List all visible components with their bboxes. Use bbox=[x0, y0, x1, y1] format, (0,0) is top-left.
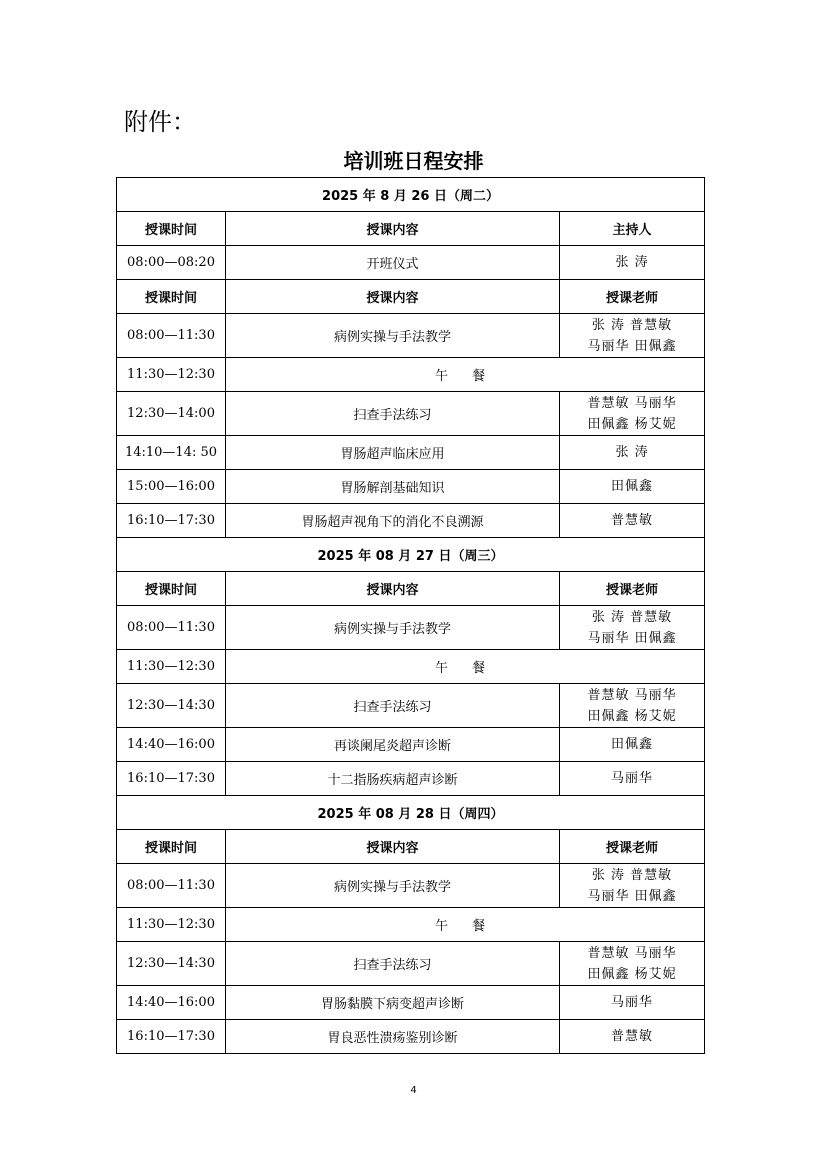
attachment-label: 附件： bbox=[124, 108, 196, 136]
session-teacher bbox=[560, 504, 705, 538]
header-row bbox=[117, 212, 705, 246]
session-teacher bbox=[560, 392, 705, 436]
document-title: 培训班日程安排 bbox=[343, 149, 484, 173]
table-row bbox=[117, 908, 705, 942]
session-time: 11:30—12:30 bbox=[117, 358, 226, 392]
teacher-names: 田佩鑫 bbox=[611, 479, 654, 494]
teacher-names: 普慧敏 马丽华 bbox=[587, 687, 677, 703]
session-teacher bbox=[560, 864, 705, 908]
session-time: 16:10—17:30 bbox=[117, 762, 226, 796]
session-time: 14:10—14: 50 bbox=[117, 436, 226, 470]
session-time: 12:30—14:30 bbox=[117, 942, 226, 986]
table-row bbox=[117, 762, 705, 796]
teacher-names: 田佩鑫 杨艾妮 bbox=[587, 966, 677, 982]
session-content: 扫查手法练习 bbox=[226, 942, 560, 986]
table-row bbox=[117, 504, 705, 538]
session-content: 病例实操与手法教学 bbox=[226, 314, 560, 358]
teacher-names: 马丽华 田佩鑫 bbox=[587, 888, 677, 904]
table-row bbox=[117, 864, 705, 908]
table-row bbox=[117, 246, 705, 280]
session-time: 16:10—17:30 bbox=[117, 1020, 226, 1054]
teacher-names: 田佩鑫 bbox=[611, 737, 654, 752]
teacher-names: 张 涛 bbox=[615, 445, 649, 460]
header-row bbox=[117, 572, 705, 606]
session-time: 11:30—12:30 bbox=[117, 650, 226, 684]
session-teacher bbox=[560, 684, 705, 728]
session-time: 08:00—08:20 bbox=[117, 246, 226, 280]
session-content: 十二指肠疾病超声诊断 bbox=[226, 762, 560, 796]
session-time: 12:30—14:00 bbox=[117, 392, 226, 436]
session-content: 胃肠解剖基础知识 bbox=[226, 470, 560, 504]
header-content: 授课内容 bbox=[226, 572, 560, 606]
teacher-names: 田佩鑫 杨艾妮 bbox=[587, 416, 677, 432]
header-person: 授课老师 bbox=[560, 572, 705, 606]
session-teacher bbox=[560, 314, 705, 358]
teacher-names: 马丽华 田佩鑫 bbox=[587, 338, 677, 354]
teacher-names: 普慧敏 马丽华 bbox=[587, 945, 677, 961]
session-time: 08:00—11:30 bbox=[117, 864, 226, 908]
teacher-names: 张 涛 bbox=[615, 255, 649, 270]
date-row bbox=[117, 178, 705, 212]
teacher-names: 马丽华 bbox=[611, 771, 654, 786]
date-cell: 2025 年 8 月 26 日（周二） bbox=[117, 178, 705, 212]
header-time: 授课时间 bbox=[117, 830, 226, 864]
session-content: 胃肠超声视角下的消化不良溯源 bbox=[226, 504, 560, 538]
teacher-names: 张 涛 普慧敏 bbox=[591, 609, 673, 625]
lunch-break: 午 餐 bbox=[226, 650, 705, 684]
session-teacher bbox=[560, 470, 705, 504]
header-content: 授课内容 bbox=[226, 830, 560, 864]
session-content: 再谈阑尾炎超声诊断 bbox=[226, 728, 560, 762]
table-row bbox=[117, 358, 705, 392]
teacher-names: 普慧敏 马丽华 bbox=[587, 395, 677, 411]
session-teacher bbox=[560, 728, 705, 762]
table-row bbox=[117, 942, 705, 986]
date-cell: 2025 年 08 月 27 日（周三） bbox=[117, 538, 705, 572]
table-row bbox=[117, 314, 705, 358]
session-content: 胃肠超声临床应用 bbox=[226, 436, 560, 470]
date-row bbox=[117, 796, 705, 830]
teacher-names: 普慧敏 bbox=[611, 1029, 654, 1044]
lunch-break: 午 餐 bbox=[226, 358, 705, 392]
teacher-names: 张 涛 普慧敏 bbox=[591, 317, 673, 333]
session-time: 14:40—16:00 bbox=[117, 986, 226, 1020]
header-person: 主持人 bbox=[560, 212, 705, 246]
session-time: 14:40—16:00 bbox=[117, 728, 226, 762]
session-time: 11:30—12:30 bbox=[117, 908, 226, 942]
teacher-names: 马丽华 田佩鑫 bbox=[587, 630, 677, 646]
table-row bbox=[117, 650, 705, 684]
page-number: 4 bbox=[410, 1085, 417, 1096]
session-content: 病例实操与手法教学 bbox=[226, 606, 560, 650]
session-time: 08:00—11:30 bbox=[117, 314, 226, 358]
session-teacher bbox=[560, 606, 705, 650]
date-row bbox=[117, 538, 705, 572]
header-time: 授课时间 bbox=[117, 572, 226, 606]
date-cell: 2025 年 08 月 28 日（周四） bbox=[117, 796, 705, 830]
table-row bbox=[117, 986, 705, 1020]
schedule-table bbox=[116, 177, 705, 1054]
table-row bbox=[117, 470, 705, 504]
header-content: 授课内容 bbox=[226, 212, 560, 246]
header-row bbox=[117, 830, 705, 864]
session-content: 扫查手法练习 bbox=[226, 684, 560, 728]
header-row bbox=[117, 280, 705, 314]
header-person: 授课老师 bbox=[560, 830, 705, 864]
session-teacher bbox=[560, 762, 705, 796]
session-teacher bbox=[560, 246, 705, 280]
session-content: 病例实操与手法教学 bbox=[226, 864, 560, 908]
table-row bbox=[117, 392, 705, 436]
table-row bbox=[117, 684, 705, 728]
session-content: 胃肠黏膜下病变超声诊断 bbox=[226, 986, 560, 1020]
table-row bbox=[117, 728, 705, 762]
header-time: 授课时间 bbox=[117, 212, 226, 246]
session-time: 12:30—14:30 bbox=[117, 684, 226, 728]
header-person: 授课老师 bbox=[560, 280, 705, 314]
session-teacher bbox=[560, 942, 705, 986]
header-time: 授课时间 bbox=[117, 280, 226, 314]
teacher-names: 田佩鑫 杨艾妮 bbox=[587, 708, 677, 724]
table-row bbox=[117, 606, 705, 650]
table-row bbox=[117, 1020, 705, 1054]
header-content: 授课内容 bbox=[226, 280, 560, 314]
session-time: 16:10—17:30 bbox=[117, 504, 226, 538]
session-teacher bbox=[560, 986, 705, 1020]
session-teacher bbox=[560, 436, 705, 470]
session-time: 08:00—11:30 bbox=[117, 606, 226, 650]
teacher-names: 张 涛 普慧敏 bbox=[591, 867, 673, 883]
teacher-names: 普慧敏 bbox=[611, 513, 654, 528]
teacher-names: 马丽华 bbox=[611, 995, 654, 1010]
lunch-break: 午 餐 bbox=[226, 908, 705, 942]
session-content: 开班仪式 bbox=[226, 246, 560, 280]
table-row bbox=[117, 436, 705, 470]
session-time: 15:00—16:00 bbox=[117, 470, 226, 504]
session-content: 扫查手法练习 bbox=[226, 392, 560, 436]
session-teacher bbox=[560, 1020, 705, 1054]
session-content: 胃良恶性溃疡鉴别诊断 bbox=[226, 1020, 560, 1054]
